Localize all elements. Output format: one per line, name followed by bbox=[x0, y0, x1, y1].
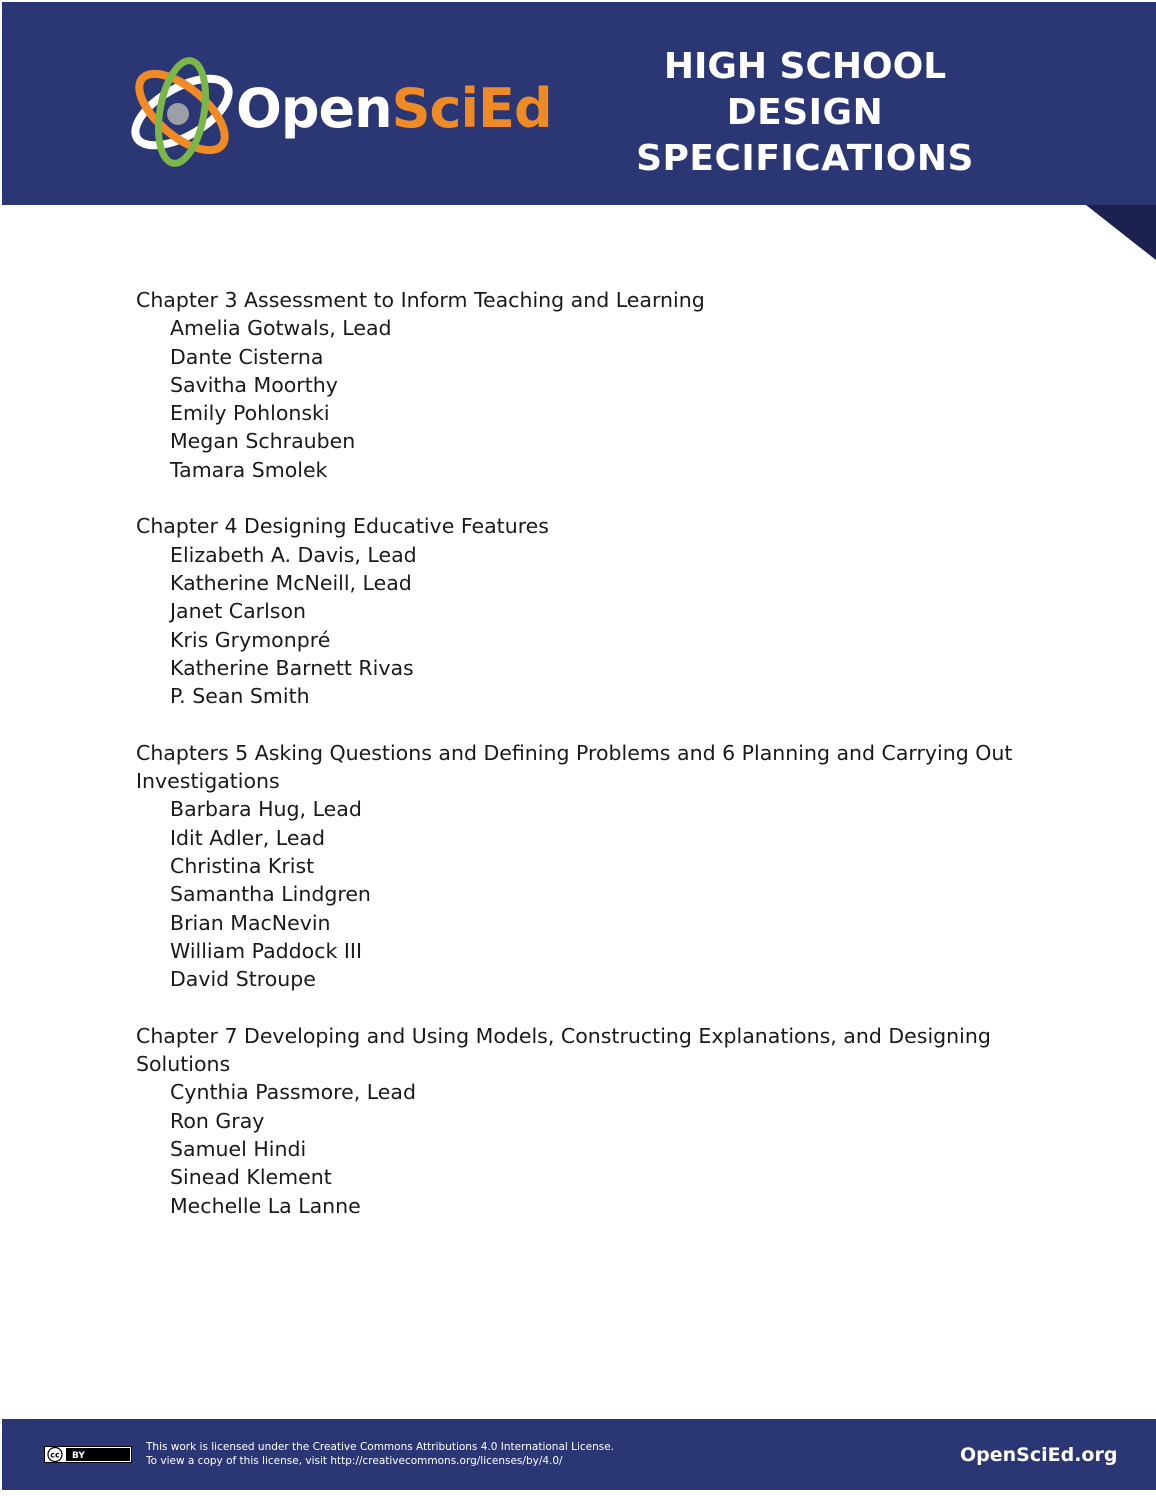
member-name: Dante Cisterna bbox=[170, 344, 324, 369]
license-text bbox=[146, 1440, 614, 1468]
section-heading-line-2: Investigations bbox=[136, 769, 280, 794]
brand-open: Open bbox=[236, 77, 392, 140]
cc-label: cc bbox=[50, 1450, 60, 1460]
brand-scied: SciEd bbox=[391, 77, 552, 140]
atom-icon bbox=[122, 52, 242, 172]
section-chapter-3 bbox=[136, 286, 1036, 484]
title-line-1: HIGH SCHOOL bbox=[663, 46, 947, 87]
member-name: Samantha Lindgren bbox=[170, 882, 371, 907]
member-name: Janet Carlson bbox=[170, 599, 306, 624]
document-title bbox=[560, 44, 1050, 182]
member-name: William Paddock III bbox=[170, 938, 363, 963]
by-label: BY bbox=[72, 1451, 85, 1461]
member-name: Katherine McNeill, Lead bbox=[170, 570, 412, 595]
section-heading: Chapter 3 Assessment to Inform Teaching and Learning bbox=[136, 288, 705, 312]
section-heading: Chapter 4 Designing Educative Features bbox=[136, 514, 549, 539]
license-line-2[interactable]: To view a copy of this license, visit http://creativecommons.org/licenses/by/4.0/ bbox=[146, 1455, 563, 1467]
section-chapters-5-6 bbox=[136, 739, 1036, 994]
member-name: Amelia Gotwals, Lead bbox=[170, 316, 392, 341]
member-name: Christina Krist bbox=[170, 853, 315, 878]
member-name: Emily Pohlonski bbox=[170, 401, 330, 426]
brand-logo-text bbox=[236, 74, 552, 144]
member-name: Samuel Hindi bbox=[170, 1136, 307, 1161]
member-name: Elizabeth A. Davis, Lead bbox=[170, 542, 417, 567]
title-line-2: DESIGN SPECIFICATIONS bbox=[636, 92, 974, 179]
header-corner-accent bbox=[1086, 205, 1156, 260]
cc-by-license-icon[interactable] bbox=[44, 1446, 132, 1463]
member-name: Brian MacNevin bbox=[170, 910, 331, 935]
member-name: Katherine Barnett Rivas bbox=[170, 655, 414, 680]
section-heading-line-1: Chapters 5 Asking Questions and Defining Problems and 6 Planning and Carrying Out bbox=[136, 740, 1013, 765]
member-name: Tamara Smolek bbox=[170, 457, 328, 482]
section-chapter-7 bbox=[136, 1022, 1036, 1220]
member-name: Savitha Moorthy bbox=[170, 372, 338, 397]
member-name: Kris Grymonpré bbox=[170, 627, 331, 652]
member-name: Megan Schrauben bbox=[170, 429, 356, 454]
section-chapter-4 bbox=[136, 512, 1036, 710]
member-name: Barbara Hug, Lead bbox=[170, 797, 362, 822]
section-heading-line-1: Chapter 7 Developing and Using Models, Constructing Explanations, and Designing bbox=[136, 1023, 991, 1048]
member-name: Ron Gray bbox=[170, 1108, 265, 1133]
license-line-1: This work is licensed under the Creative Commons Attributions 4.0 International License. bbox=[146, 1441, 615, 1453]
member-name: Sinead Klement bbox=[170, 1165, 332, 1190]
member-name: Idit Adler, Lead bbox=[170, 825, 326, 850]
member-name: P. Sean Smith bbox=[170, 684, 310, 709]
site-link[interactable]: OpenSciEd.org bbox=[960, 1444, 1118, 1466]
member-name: David Stroupe bbox=[170, 967, 316, 992]
section-heading-line-2: Solutions bbox=[136, 1052, 231, 1077]
member-name: Mechelle La Lanne bbox=[170, 1193, 361, 1218]
member-name: Cynthia Passmore, Lead bbox=[170, 1080, 416, 1105]
contributors-list bbox=[136, 286, 1036, 1248]
